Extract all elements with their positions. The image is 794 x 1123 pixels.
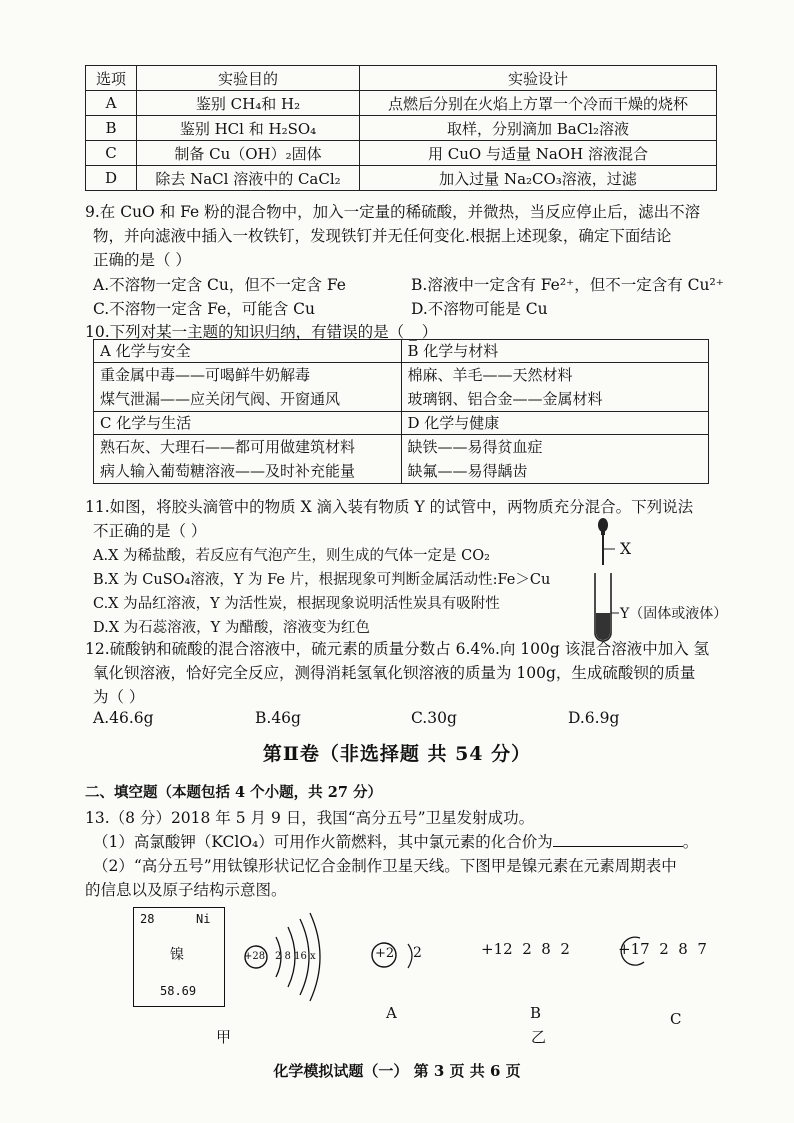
atom-c-diagram: +17 2 8 7 [618, 940, 707, 958]
q12-option-d: D.6.9g [568, 709, 620, 727]
label-a: A [386, 1004, 397, 1022]
page-footer: 化学模拟试题（一） 第 3 页 共 6 页 [273, 1062, 521, 1080]
q12-stem: 为（ ） [93, 688, 145, 706]
q10-cell-head: C 化学与生活 [94, 412, 402, 435]
q8-cell: B [86, 116, 137, 141]
q13-line: 的信息以及原子结构示意图。 [85, 881, 287, 899]
q8-header-option: 选项 [86, 66, 137, 91]
label-yi: 乙 [531, 1028, 547, 1046]
element-card [133, 907, 225, 1007]
q9-stem: 9.在 CuO 和 Fe 粉的混合物中，加入一定量的稀硫酸，并微热，当反应停止后，滤出不溶 [85, 203, 701, 221]
q8-cell: D [86, 166, 137, 191]
q8-cell: 鉴别 HCl 和 H₂SO₄ [137, 116, 360, 141]
q9-stem: 物，并向滤液中插入一枚铁钉，发现铁钉并无任何变化.根据上述现象，确定下面结论 [93, 227, 672, 245]
q8-cell: 点燃后分别在火焰上方罩一个冷而干燥的烧杯 [360, 91, 717, 116]
q12-stem: 12.硫酸钠和硫酸的混合溶液中，硫元素的质量分数占 6.4%.向 100g 该混合溶液中加入 氢 [85, 640, 710, 658]
atom-a-shells: 2 [413, 945, 422, 961]
atom-a-nucleus: +2 [375, 946, 395, 961]
q11-option-b: B.X 为 CuSO₄溶液，Y 为 Fe 片，根据现象可判断金属活动性:Fe＞Cu [93, 572, 551, 588]
q10-table [93, 339, 709, 484]
ni-nucleus: +28 [244, 951, 266, 962]
q11-option-c: C.X 为品红溶液，Y 为活性炭，根据现象说明活性炭具有吸附性 [93, 596, 500, 612]
q8-cell: A [86, 91, 137, 116]
q8-cell: 制备 Cu（OH）₂固体 [137, 141, 360, 166]
q9-stem: 正确的是（ ） [93, 251, 191, 269]
q10-cell-line: 棉麻、羊毛——天然材料 [407, 366, 573, 384]
q13-text: （1）高氯酸钾（KClO₄）可用作火箭燃料，其中氯元素的化合价为 [93, 833, 553, 851]
label-y: Y（固体或液体） [620, 606, 728, 622]
q10-cell-line: 熟石灰、大理石——都可用做建筑材料 [100, 438, 356, 456]
label-x: X [620, 540, 632, 558]
q10-stem: 10.下列对某一主题的知识归纳，有错误的是（ _ ） [85, 323, 438, 341]
q10-cell-head: A 化学与安全 [94, 340, 402, 363]
q11-option-a: A.X 为稀盐酸，若反应有气泡产生，则生成的气体一定是 CO₂ [93, 548, 490, 564]
q10-cell-head: D 化学与健康 [401, 412, 709, 435]
q13-text-end: 。 [682, 833, 699, 851]
label-c: C [670, 1010, 682, 1028]
q8-cell: 加入过量 Na₂CO₃溶液，过滤 [360, 166, 717, 191]
atom-b-diagram: +12 2 8 2 [481, 940, 570, 958]
q11-stem: 不正确的是（ ） [93, 522, 207, 540]
q10-cell-line: 缺铁——易得贫血症 [407, 438, 543, 456]
q10-cell-line: 重金属中毒——可喝鲜牛奶解毒 [100, 366, 311, 384]
q13-line: 13.（8 分）2018 年 5 月 9 日，我国“高分五号”卫星发射成功。 [85, 809, 535, 827]
answer-blank[interactable] [553, 832, 683, 847]
label-b: B [530, 1004, 542, 1022]
q12-option-a: A.46.6g [93, 709, 154, 727]
ni-shells: 2 8 16 x [275, 951, 316, 962]
q8-cell: 用 CuO 与适量 NaOH 溶液混合 [360, 141, 717, 166]
element-name: 镍 [170, 947, 184, 963]
q9-option-c: C.不溶物一定含 Fe，可能含 Cu [93, 300, 316, 318]
label-jia: 甲 [216, 1028, 232, 1046]
q9-option-a: A.不溶物一定含 Cu，但不一定含 Fe [93, 276, 346, 294]
q13-line: （2）“高分五号”用钛镍形状记忆合金制作卫星天线。下图甲是镍元素在元素周期表中 [93, 857, 677, 875]
q11-stem: 11.如图，将胶头滴管中的物质 X 滴入装有物质 Y 的试管中，两物质充分混合。下列说法 [85, 498, 694, 516]
q10-cell-line: 缺氟——易得龋齿 [407, 462, 528, 480]
q10-cell-line: 玻璃钢、铝合金——金属材料 [407, 390, 603, 408]
q12-stem: 氧化钡溶液，恰好完全反应，测得消耗氢氧化钡溶液的质量为 100g，生成硫酸钡的质量 [93, 664, 696, 682]
q8-header-purpose: 实验目的 [137, 66, 360, 91]
q8-header-design: 实验设计 [360, 66, 717, 91]
q8-cell: C [86, 141, 137, 166]
table-row [86, 166, 717, 191]
q8-table [85, 65, 717, 191]
q9-option-b: B.溶液中一定含有 Fe²⁺，但不一定含有 Cu²⁺ [411, 276, 724, 294]
table-row [86, 91, 717, 116]
q11-option-d: D.X 为石蕊溶液，Y 为醋酸，溶液变为红色 [93, 620, 370, 636]
q8-cell: 除去 NaCl 溶液中的 CaCl₂ [137, 166, 360, 191]
section-title: 第Ⅱ卷（非选择题 共 54 分） [262, 743, 532, 765]
q12-option-b: B.46g [255, 709, 301, 727]
q10-cell-line: 煤气泄漏——应关闭气阀、开窗通风 [100, 390, 341, 408]
q13-line-2 [93, 830, 698, 852]
q9-option-d: D.不溶物可能是 Cu [411, 300, 548, 318]
q8-cell: 取样，分别滴加 BaCl₂溶液 [360, 116, 717, 141]
q12-option-c: C.30g [411, 709, 457, 727]
q10-cell-head: B 化学与材料 [401, 340, 709, 363]
table-row [86, 141, 717, 166]
part2-heading: 二、填空题（本题包括 4 个小题，共 27 分） [85, 784, 382, 801]
element-mass: 58.69 [160, 984, 197, 998]
q10-cell-line: 病人输入葡萄糖溶液——及时补充能量 [100, 462, 356, 480]
element-number: 28 [140, 912, 155, 926]
dropper-test-tube-icon [585, 515, 625, 645]
element-symbol: Ni [196, 912, 211, 926]
table-row [86, 116, 717, 141]
q8-cell: 鉴别 CH₄和 H₂ [137, 91, 360, 116]
